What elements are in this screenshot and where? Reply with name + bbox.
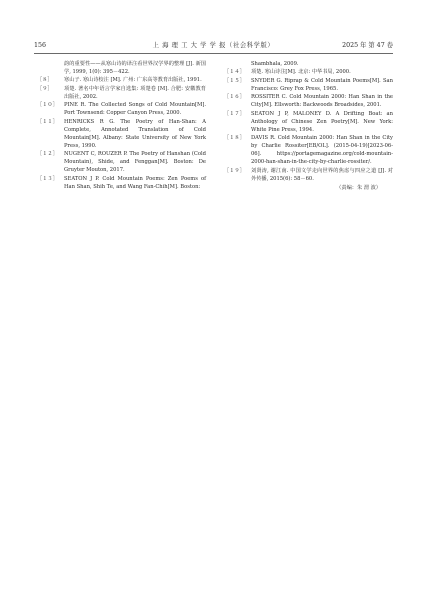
reference-number: ［１２］ xyxy=(37,151,58,157)
reference-item xyxy=(221,68,393,76)
reference-number: ［１５］ xyxy=(224,77,245,84)
reference-number: ［１６］ xyxy=(224,94,245,100)
reference-item xyxy=(34,85,206,101)
reference-text: ROSSITER C. Cold Mountain 2000: Han Shan in the City[M]. Ellsworth: Backwoods Broadsides, 2001. xyxy=(251,94,393,108)
reference-text: 寒山子. 寒山诗校注 [M]. 广州: 广东高等教育出版社, 1991. xyxy=(64,77,202,83)
left-column xyxy=(34,60,206,191)
reference-number: ［１８］ xyxy=(224,135,245,141)
reference-item xyxy=(221,110,393,134)
reference-text: HENRICKS R G. The Poetry of Han-Shan: A Complete, Annotated Translation of Cold Mountain[M]. Albany: State University of New York Press, 1990. xyxy=(64,118,206,149)
reference-item xyxy=(34,175,206,191)
reference-continuation: Shambhala, 2009. xyxy=(251,61,299,67)
reference-text: SEATON J P. Cold Mountain Poems: Zen Poems of Han Shan, Shih Te, and Wang Fan-Chih[M]. Boston: xyxy=(64,175,206,190)
reference-text: PINE R. The Collected Songs of Cold Mountain[M]. Port Townsend: Copper Canyon Press, 2000. xyxy=(64,102,206,116)
reference-item xyxy=(34,101,206,117)
right-column xyxy=(221,60,393,192)
reference-number: ［１１］ xyxy=(37,118,58,125)
header-rule xyxy=(34,53,393,54)
reference-item xyxy=(221,167,393,183)
reference-number: ［１７］ xyxy=(224,110,245,117)
page-number: 156 xyxy=(34,42,47,49)
reference-item xyxy=(221,93,393,109)
journal-title: 上 海 理 工 大 学 学 报（社会科学版） xyxy=(152,42,275,49)
reference-item xyxy=(221,77,393,93)
reference-text: 项楚. 著名中年语言学家自选集: 项楚卷 [M]. 合肥: 安徽教育出版社, 2002. xyxy=(64,85,206,100)
reference-number: ［１３］ xyxy=(37,175,58,182)
reference-text: DAVIS R. Cold Mountain 2000: Han Shan in the City by Charlie Rossiter[EB/OL]. (2015-04-19)[2023-06-06]. https://portagemagazine.org/cold-mountain-2000-han-shan-in-the-city-by-charlie-rossiter/. xyxy=(251,135,393,165)
reference-item xyxy=(221,134,393,166)
reference-item xyxy=(34,118,206,150)
reference-item xyxy=(34,76,206,84)
editor-note: （责编：朱 渭 波） xyxy=(336,184,381,191)
reference-item xyxy=(34,150,206,174)
reference-number: ［９］ xyxy=(37,85,53,92)
reference-number: ［８］ xyxy=(37,77,53,83)
reference-text: 刘贤涛, 谢江南. 中国文学走向世界的焦虑与四应之道 [J]. 对外传播, 2015(6): 58－60. xyxy=(251,167,393,182)
reference-text: 项楚. 寒山诗注[M]. 北京: 中华书局, 2000. xyxy=(251,69,351,75)
reference-text: SEATON J P, MALONEY D. A Drifting Boat: an Anthology of Chinese Zen Poetry[M]. New York: White Pine Press, 1994. xyxy=(251,110,393,133)
reference-number: ［１４］ xyxy=(224,69,245,75)
reference-text: SNYDER G. Riprap & Cold Mountain Poems[M]. San Francisco: Grey Fox Press, 1965. xyxy=(251,77,393,92)
issue-label: 2025 年 第 47 卷 xyxy=(342,42,393,49)
reference-continuation: 韵的重要性——从寒山诗的译注看世界汉学界的整理 [J]. 新国学, 1999, 1(0): 395－422. xyxy=(64,61,206,75)
reference-number: ［１９］ xyxy=(224,167,245,174)
reference-number: ［１０］ xyxy=(37,102,58,108)
running-header xyxy=(34,40,393,52)
reference-text: NUGENT C, ROUZER P. The Poetry of Hanshan (Cold Mountain), Shide, and Fenggan[M]. Boston: De Gruyter Mouton, 2017. xyxy=(64,151,206,173)
